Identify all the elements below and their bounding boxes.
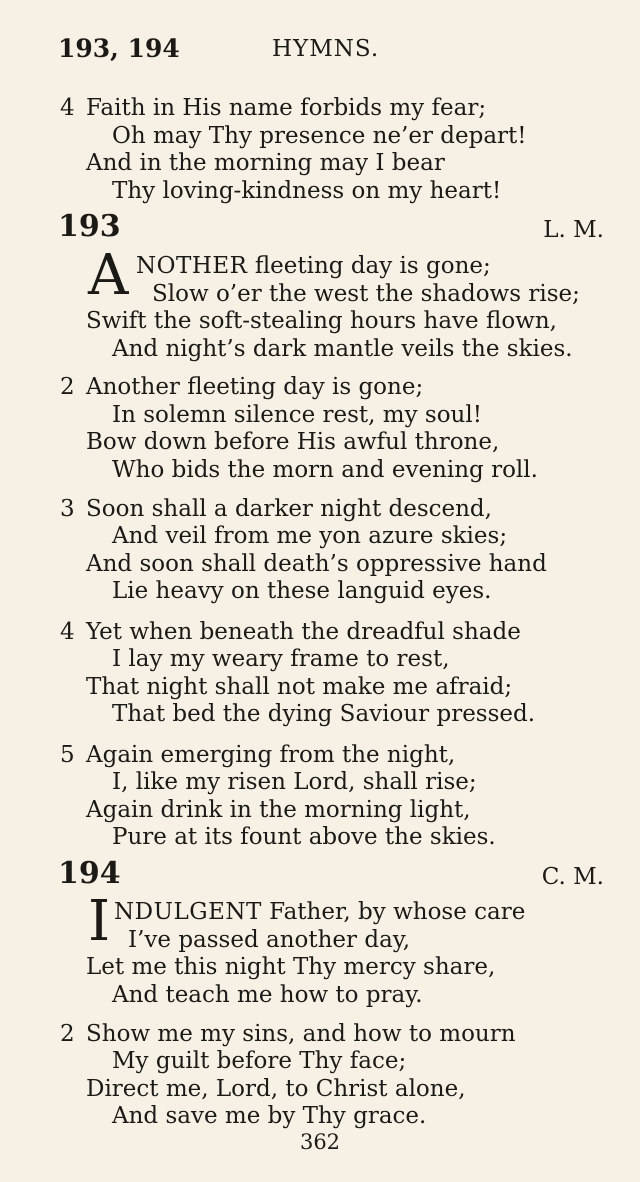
verse-number: 2: [60, 374, 75, 400]
hymn-number: 194: [58, 856, 121, 891]
verse-line: And teach me how to pray.: [112, 982, 423, 1008]
verse-line: Direct me, Lord, to Christ alone,: [86, 1076, 466, 1102]
first-word: NDULGENT: [114, 899, 262, 925]
verse-line: Show me my sins, and how to mourn: [86, 1021, 516, 1047]
verse-line: In solemn silence rest, my soul!: [112, 402, 482, 428]
verse-first-line: [136, 253, 491, 280]
verse-line: Oh may Thy presence ne’er depart!: [112, 123, 527, 149]
verse-line: I lay my weary frame to rest,: [112, 646, 450, 672]
drop-cap: I: [88, 889, 111, 954]
verse-number: 3: [60, 496, 75, 522]
verse-line: And night’s dark mantle veils the skies.: [112, 336, 573, 362]
verse-first-line: [114, 899, 525, 926]
verse-number: 2: [60, 1021, 75, 1047]
verse-line: Faith in His name forbids my fear;: [86, 95, 487, 121]
verse-line: That night shall not make me afraid;: [86, 674, 513, 700]
verse-line: Let me this night Thy mercy share,: [86, 954, 496, 980]
page-number: 362: [299, 1130, 341, 1154]
verse-line: Pure at its fount above the skies.: [112, 824, 496, 850]
verse-line: And in the morning may I bear: [86, 150, 445, 176]
first-line-rest: fleeting day is gone;: [254, 253, 491, 279]
verse-line: Again drink in the morning light,: [86, 797, 471, 823]
verse-line: Slow o’er the west the shadows rise;: [152, 281, 580, 307]
verse-number: 4: [60, 619, 75, 645]
verse-line: And save me by Thy grace.: [112, 1103, 427, 1129]
verse-line: Another fleeting day is gone;: [86, 374, 424, 400]
drop-cap: A: [88, 243, 129, 308]
verse-line: Who bids the morn and evening roll.: [112, 457, 538, 483]
running-header-hymn-numbers: 193, 194: [58, 34, 180, 63]
verse-number: 5: [60, 742, 75, 768]
verse-line: That bed the dying Saviour pressed.: [112, 701, 536, 727]
hymn-meter: C. M.: [541, 864, 604, 890]
first-line-rest: Father, by whose care: [269, 899, 526, 925]
verse-line: Soon shall a darker night descend,: [86, 496, 492, 522]
hymn-meter: L. M.: [543, 217, 604, 243]
verse-line: I’ve passed another day,: [128, 927, 411, 953]
verse-line: And veil from me yon azure skies;: [112, 523, 508, 549]
verse-line: My guilt before Thy face;: [112, 1048, 407, 1074]
running-header-title: HYMNS.: [272, 36, 380, 62]
verse-line: Again emerging from the night,: [86, 742, 456, 768]
verse-line: And soon shall death’s oppressive hand: [86, 551, 547, 577]
first-word: NOTHER: [136, 253, 248, 279]
hymn-number: 193: [58, 209, 121, 244]
verse-line: Yet when beneath the dreadful shade: [86, 619, 521, 645]
verse-line: I, like my risen Lord, shall rise;: [112, 769, 477, 795]
verse-line: Lie heavy on these languid eyes.: [112, 578, 492, 604]
verse-number: 4: [60, 95, 75, 121]
verse-line: Bow down before His awful throne,: [86, 429, 500, 455]
verse-line: Swift the soft-stealing hours have flown,: [86, 308, 557, 334]
verse-line: Thy loving-kindness on my heart!: [112, 178, 502, 204]
